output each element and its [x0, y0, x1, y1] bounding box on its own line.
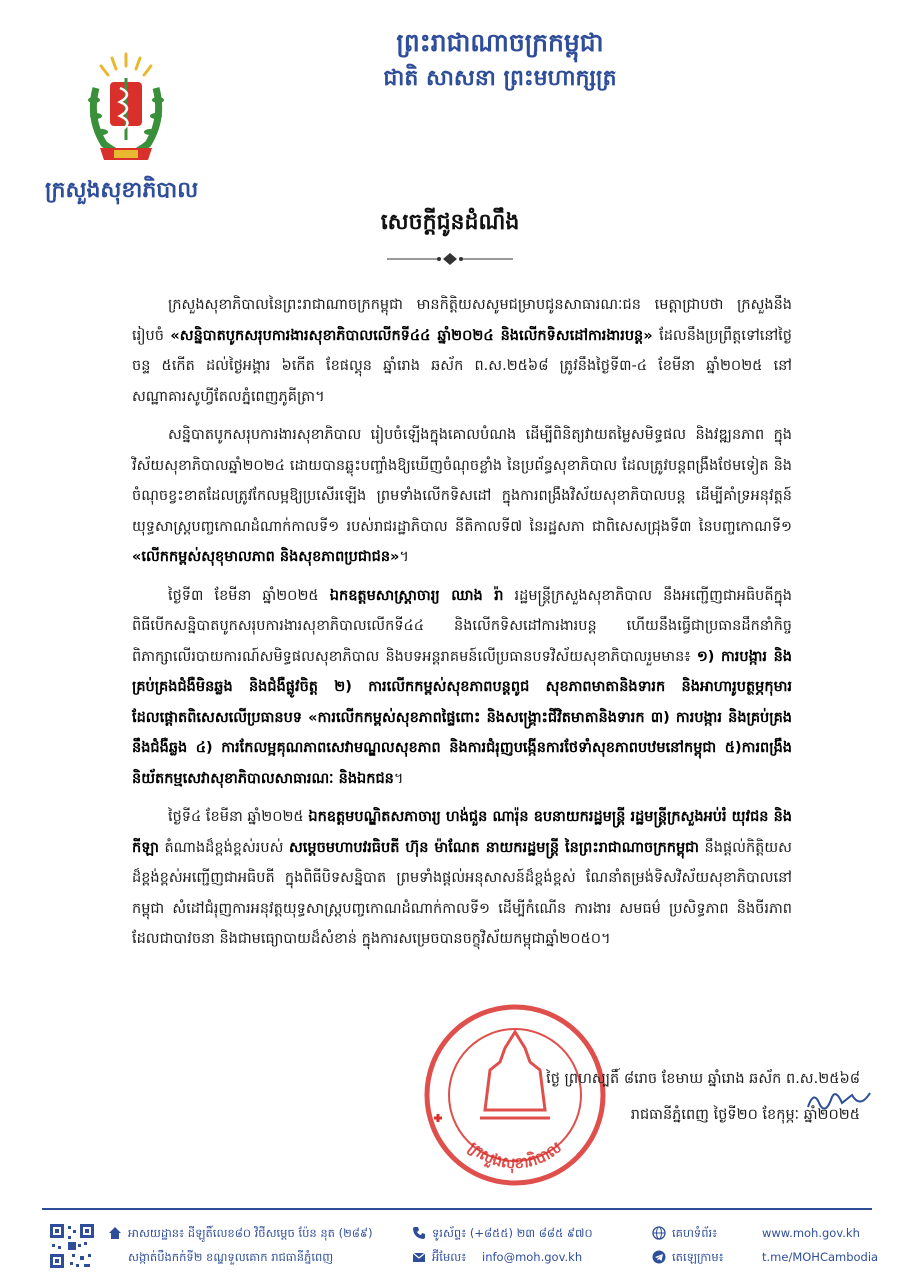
ministry-logo-emblem [84, 48, 168, 172]
footer-telegram-link[interactable]: t.me/MOHCambodia [762, 1250, 879, 1264]
footer-telegram-label: តេឡេក្រាម៖ [672, 1250, 724, 1264]
emphasized-text: ឯកឧត្តមសាស្ត្រាចារ្យ ឈាង រ៉ា [329, 587, 504, 604]
paragraph-text: សន្និបាតបូកសរុបការងារសុខាភិបាល រៀបចំឡើងក្នុងគោលបំណង ដើម្បីពិនិត្យវាយតម្លៃសមិទ្ធផល និងវឌ្ឍនភាព ក្នុងវិស័យសុខាភិបាលឆ្នាំ២០២៤ ដោយបានឆ្លុះបញ្ចាំងឱ្យឃើញចំណុចខ្លាំង នៃប្រព័ន្ធសុខាភិបាល ដែលត្រូវបន្តពង្រឹងថែមទៀត និងចំណុចខ្វះខាតដែលត្រូវកែលម្អឱ្យប្រសើរឡើង ព្រមទាំងលើកទិសដៅ ក្នុងការពង្រឹងវិស័យសុខាភិបាលបន្ត ដើម្បីគាំទ្រអនុវត្តន៍យុទ្ធសាស្ត្របញ្ចកោណដំណាក់កាលទី១ របស់រាជរដ្ឋាភិបាល នីតិកាលទី៧ នៃរដ្ឋសភា ជាពិសេសជ្រុងទី៣ នៃបញ្ចកោណទី១ [132, 427, 792, 535]
emphasized-text: សម្តេចមហាបវរធិបតី ហ៊ុន ម៉ាណែត នាយករដ្ឋមន្ត្រី នៃព្រះរាជាណាចក្រកម្ពុជា [288, 839, 699, 856]
ministry-name: ក្រសួងសុខាភិបាល [45, 177, 199, 203]
footer-address-line1: អាសយដ្ឋាន៖ ដីឡូតិ៍លេខ៨០ វិថីសម្តេច ប៉ែន នុត (២៨៩) [128, 1226, 373, 1240]
footer-email-link[interactable]: info@moh.gov.kh [482, 1250, 583, 1264]
paragraph-text: ថ្ងៃទី៤ ខែមីនា ឆ្នាំ២០២៥ [168, 809, 309, 825]
footer-website-link[interactable]: www.moh.gov.kh [762, 1226, 860, 1240]
emphasized-text: ឯកឧត្តមបណ្ឌិតសភាចារ្យ ហង់ជួន ណារ៉ុន ឧបនាយករដ្ឋមន្ត្រី រដ្ឋមន្ត្រីក្រសួងអប់រំ យុវជន និងកីឡា [132, 809, 792, 856]
seal-text: ក្រសួងសុខាភិបាល [464, 1138, 566, 1173]
paragraph-1 [132, 290, 792, 412]
paragraph-2 [132, 420, 792, 573]
footer-website-label: គេហទំព័រ៖ [672, 1226, 718, 1240]
paragraph-4 [132, 802, 792, 955]
phone-icon [412, 1226, 426, 1240]
paragraph-text: ។ [399, 549, 409, 565]
emphasized-text: ១) ការបង្ការ និងគ្រប់គ្រងជំងឺមិនឆ្លង និងជំងឺផ្លូវចិត្ត ២) ការលើកកម្ពស់សុខភាពបន្តពូជ សុខភាពមាតានិងទារក និងអាហារូបត្ថម្ភកុមារ ដែលផ្តោតពិសេសលើប្រធានបទ «ការលើកកម្ពស់សុខភាពផ្ទៃពោះ និងសង្គ្រោះជីវិតមាតានិងទារក ៣) ការបង្ការ និងគ្រប់គ្រងនឹងជំងឺឆ្លង ៤) ការកែលម្អគុណភាពសេវាមណ្ឌលសុខភាព និងការជំរុញបង្កើនការថែទាំសុខភាពបឋមនៅកម្ពុជា ៥)ការពង្រឹងនិយ័តកម្មសេវាសុខាភិបាលសាធារណៈ និងឯកជន [132, 648, 792, 787]
solar-date-place: រាជធានីភ្នំពេញ ថ្ងៃទី២០ ខែកុម្ភៈ ឆ្នាំ២០២៥ [630, 1107, 860, 1123]
national-motto: ជាតិ សាសនា ព្រះមហាក្សត្រ [383, 65, 617, 91]
emphasized-text: «លើកកម្ពស់សុខុមាលភាព និងសុខភាពប្រជាជន» [132, 549, 400, 565]
ministry-seal-stamp [420, 1000, 610, 1190]
footer-phone: ទូរស័ព្ទ៖ (+៨៥៥) ២៣ ៨៨៥ ៩៧០ [432, 1226, 593, 1240]
title-divider-ornament [385, 252, 515, 266]
telegram-icon [652, 1250, 666, 1264]
home-icon [108, 1226, 122, 1240]
globe-icon [652, 1226, 666, 1240]
paragraph-text: ថ្ងៃទី៣ ខែមីនា ឆ្នាំ២០២៥ [168, 587, 330, 604]
qr-code-icon [48, 1222, 96, 1270]
svg-text:ក្រសួងសុខាភិបាល [465, 1138, 565, 1174]
paragraph-text: រដ្ឋមន្ត្រីក្រសួងសុខាភិបាល នឹងអញ្ជើញជាអធិបតីក្នុងពិធីបើកសន្និបាតបូកសរុបការងារសុខាភិបាលលើកទី៤៤ និងលើកទិសដៅការងារបន្ត ហើយនឹងធ្វើជាប្រធានដឹកនាំកិច្ចពិភាក្សាលើរបាយការណ៍សមិទ្ធផលសុខាភិបាល និងបទអន្តរាគមន៍លើប្រធានបទវិស័យសុខាភិបាលរួមមាន៖ [132, 587, 792, 665]
emphasized-text: «សន្និបាតបូកសរុបការងារសុខាភិបាលលើកទី៤៤ ឆ្នាំ២០២៤ និងលើកទិសដៅការងារបន្ត» [170, 327, 653, 344]
paragraph-text: ក្រសួងសុខាភិបាលនៃព្រះរាជាណាចក្រកម្ពុជា មានកិត្តិយសសូមជម្រាបជូនសាធារណៈជន មេត្តាជ្រាបថា ក្រសួងនឹងរៀបចំ [132, 297, 792, 344]
document-title: សេចក្តីជូនដំណឹង [380, 209, 520, 235]
paragraph-text: តំណាងដ៏ខ្ពង់ខ្ពស់របស់ [158, 839, 289, 856]
kingdom-title: ព្រះរាជាណាចក្រកម្ពុជា [396, 28, 604, 57]
signature-mark [800, 1085, 880, 1115]
footer-address-line2: សង្កាត់បឹងកក់ទី២ ខណ្ឌទួលគោក រាជធានីភ្នំពេញ [128, 1250, 334, 1264]
lunar-date: ថ្ងៃ ព្រហស្បតិ៍ ៨រោច ខែមាឃ ឆ្នាំរោង ឆស័ក ព.ស.២៥៦៨ [546, 1071, 860, 1087]
footer-divider [42, 1208, 872, 1210]
paragraph-text: ។ [393, 770, 404, 787]
email-icon [412, 1250, 426, 1264]
footer-email-label: អ៊ីមែល៖ [432, 1250, 467, 1264]
paragraph-text: ដែលនឹងប្រព្រឹត្តទៅនៅថ្ងៃចន្ទ ៥កើត ដល់ថ្ងៃអង្គារ ៦កើត ខែផល្គុន ឆ្នាំរោង ឆស័ក ព.ស.២៥៦៨ ត្រូវនឹងថ្ងៃទី៣-៤ ខែមីនា ឆ្នាំ២០២៥ នៅសណ្ឋាគារសូហ្វីតែលភ្នំពេញភូគីត្រា។ [132, 327, 792, 405]
notice-body [132, 290, 792, 963]
paragraph-3 [132, 581, 792, 795]
paragraph-text: នឹងផ្តល់កិត្តិយសដ៏ខ្ពង់ខ្ពស់អញ្ជើញជាអធិបតី ក្នុងពិធីបិទសន្និបាត ព្រមទាំងផ្តល់អនុសាសន៍ដ៏ខ្ពង់ខ្ពស់ ណែនាំតម្រង់ទិសវិស័យសុខាភិបាលនៅកម្ពុជា សំដៅជំរុញការអនុវត្តយុទ្ធសាស្ត្របញ្ចកោណដំណាក់កាលទី១ ដើម្បីកំណើន ការងារ សមធម៌ ប្រសិទ្ធភាព និងចីរភាព ដែលជាបាវចនា និងជាមធ្យោបាយដ៏សំខាន់ ក្នុងការសម្រេចបានចក្ខុវិស័យកម្ពុជាឆ្នាំ២០៥០។ [132, 839, 792, 947]
